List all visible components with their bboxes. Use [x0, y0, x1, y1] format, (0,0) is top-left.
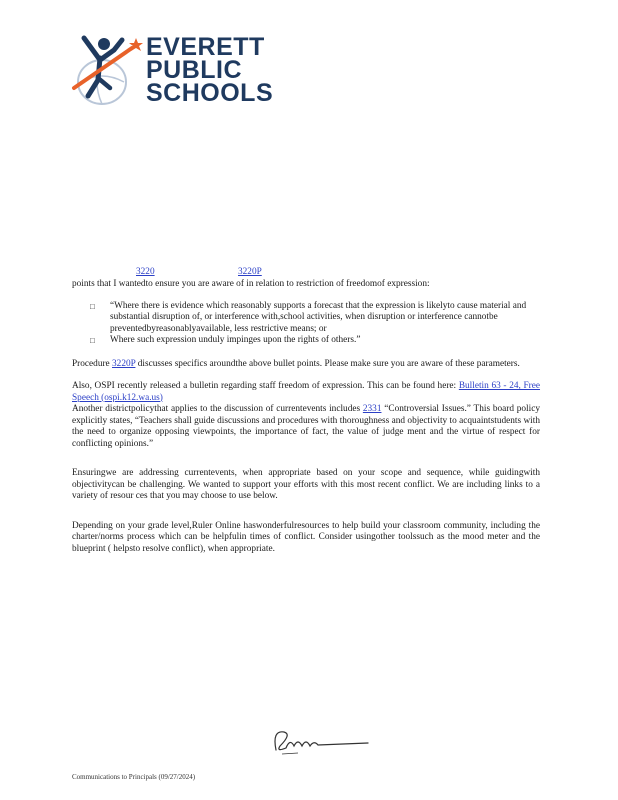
page-footer: Communications to Principals (09/27/2024) — [72, 773, 196, 781]
letter-body — [72, 267, 540, 566]
support-paragraph: Ensuringwe are addressing currentevents, when appropriate based on your scope and sequence, while guidingwith objectivitycan be challenging. We wanted to support your efforts with this most recent conflict. We are including links to a variety of resour ces that you may choose to use below. — [72, 468, 540, 501]
policy-text-end: “Controversial Issues.” This board policy explicitly states, “Teachers shall guide discussions and procedures with thoroughness and objectivity to acquaintstudents with the need to organize opposing viewpoints, the importance of fact, the value of judge ment and the virtue of respect for conflicting opinions.” — [72, 404, 541, 449]
bullet-list — [86, 301, 540, 347]
signature — [268, 724, 378, 758]
bullet-icon: □ — [90, 336, 95, 345]
bullet-text: “Where there is evidence which reasonably supports a forecast that the expression is likelyto cause material and substantial disruption of, or interference with,school activities, when disruption or interference cannotbe preventedbyreasonablyavailable, less restrictive means; or — [110, 300, 527, 334]
logo-line-1: EVERETT — [146, 33, 265, 61]
policy-2331-link[interactable]: 2331 — [362, 404, 382, 414]
list-item — [86, 335, 540, 347]
district-logo — [70, 30, 274, 115]
logo-line-2: PUBLIC — [146, 56, 243, 84]
logo-figure-icon — [70, 30, 150, 110]
policy-references — [72, 267, 540, 279]
logo-wordmark — [146, 33, 274, 107]
ospi-bulletin-link[interactable]: Bulletin 63 - 24, Free Speech (ospi.k12.wa.us) — [72, 381, 541, 403]
procedure-paragraph — [72, 359, 540, 371]
ruler-paragraph: Depending on your grade level,Ruler Online haswonderfulresources to help build your classroom community, including the charter/norms process which can be helpfulin times of conflict. Consider usingother toolssuch as the mood meter and the blueprint ( helpsto resolve conflict), when appropriate. — [72, 520, 540, 554]
policy-text-start: Another districtpolicythat applies to the discussion of currentevents includes — [72, 404, 361, 414]
procedure-text-end: discusses specifics aroundthe above bullet points. Please make sure you are aware of these parameters. — [137, 358, 520, 369]
controversial-issues-paragraph — [72, 404, 540, 450]
bullet-icon: □ — [90, 301, 95, 311]
list-item — [86, 301, 540, 336]
procedure-text-start: Procedure — [72, 358, 110, 369]
bullet-text: Where such expression unduly impinges upon the rights of others.” — [110, 335, 361, 345]
policy-link-3220[interactable]: 3220 — [136, 267, 155, 277]
ospi-text: Also, OSPI recently released a bulletin regarding staff freedom of expression. This can be found here: — [72, 381, 457, 391]
procedure-3220p-link[interactable]: 3220P — [112, 358, 136, 369]
intro-paragraph: points that I wantedto ensure you are aware of in relation to restriction of freedomof expression: — [72, 279, 430, 289]
procedure-link-3220p[interactable]: 3220P — [238, 267, 262, 277]
ospi-paragraph — [72, 381, 540, 404]
logo-line-3: SCHOOLS — [146, 79, 274, 107]
